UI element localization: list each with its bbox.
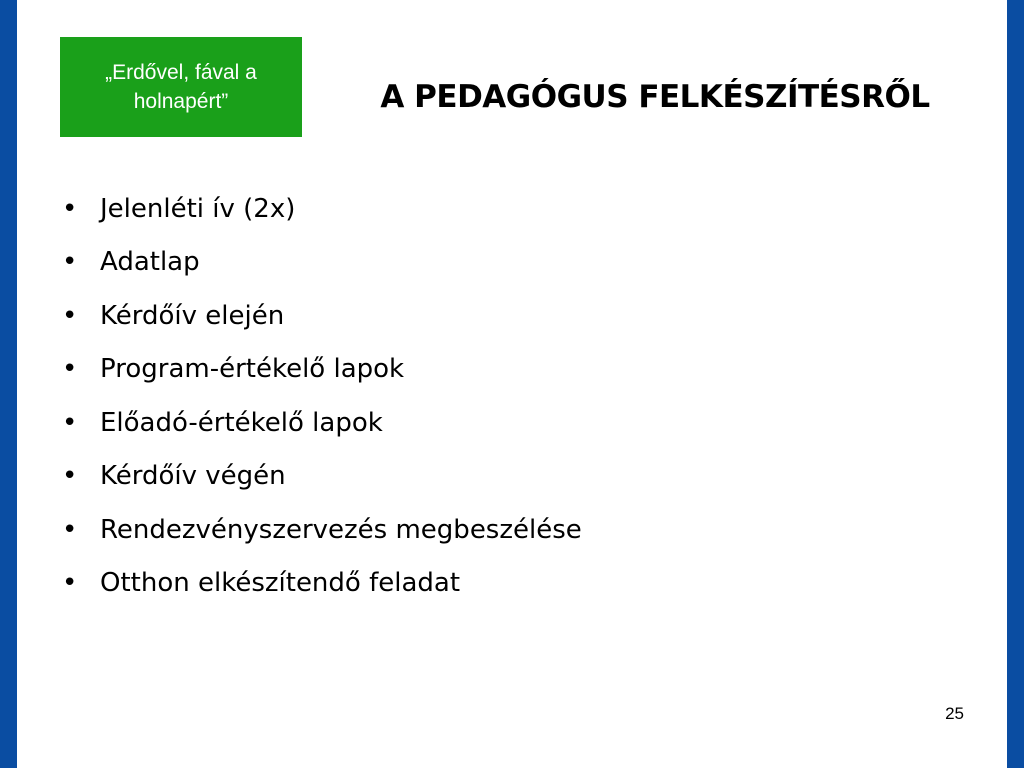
bullet-icon: •	[62, 300, 78, 331]
list-item	[62, 182, 582, 236]
list-item-text: Jelenléti ív (2x)	[100, 193, 296, 224]
list-item	[62, 503, 582, 557]
bullet-icon: •	[62, 247, 78, 278]
slide-title: A PEDAGÓGUS FELKÉSZÍTÉSRŐL	[380, 79, 930, 115]
list-item	[62, 289, 582, 343]
right-blue-border	[1007, 0, 1024, 768]
list-item-text: Adatlap	[100, 247, 200, 278]
slogan-badge: „Erdővel, fával a holnapért”	[60, 37, 302, 137]
list-item-text: Rendezvényszervezés megbeszélése	[100, 514, 582, 545]
list-item-text: Otthon elkészítendő feladat	[100, 568, 461, 599]
bullet-icon: •	[62, 407, 78, 438]
list-item	[62, 236, 582, 290]
list-item	[62, 396, 582, 450]
list-item-text: Kérdőív végén	[100, 461, 286, 492]
list-item	[62, 557, 582, 611]
page-number: 25	[945, 704, 964, 723]
list-item-text: Kérdőív elején	[100, 300, 285, 331]
list-item	[62, 343, 582, 397]
bullet-icon: •	[62, 354, 78, 385]
bullet-icon: •	[62, 193, 78, 224]
bullet-icon: •	[62, 461, 78, 492]
bullet-icon: •	[62, 514, 78, 545]
list-item-text: Előadó-értékelő lapok	[100, 407, 383, 438]
left-blue-border	[0, 0, 17, 768]
list-item	[62, 450, 582, 504]
bullet-list	[62, 182, 582, 610]
bullet-icon: •	[62, 568, 78, 599]
list-item-text: Program-értékelő lapok	[100, 354, 405, 385]
